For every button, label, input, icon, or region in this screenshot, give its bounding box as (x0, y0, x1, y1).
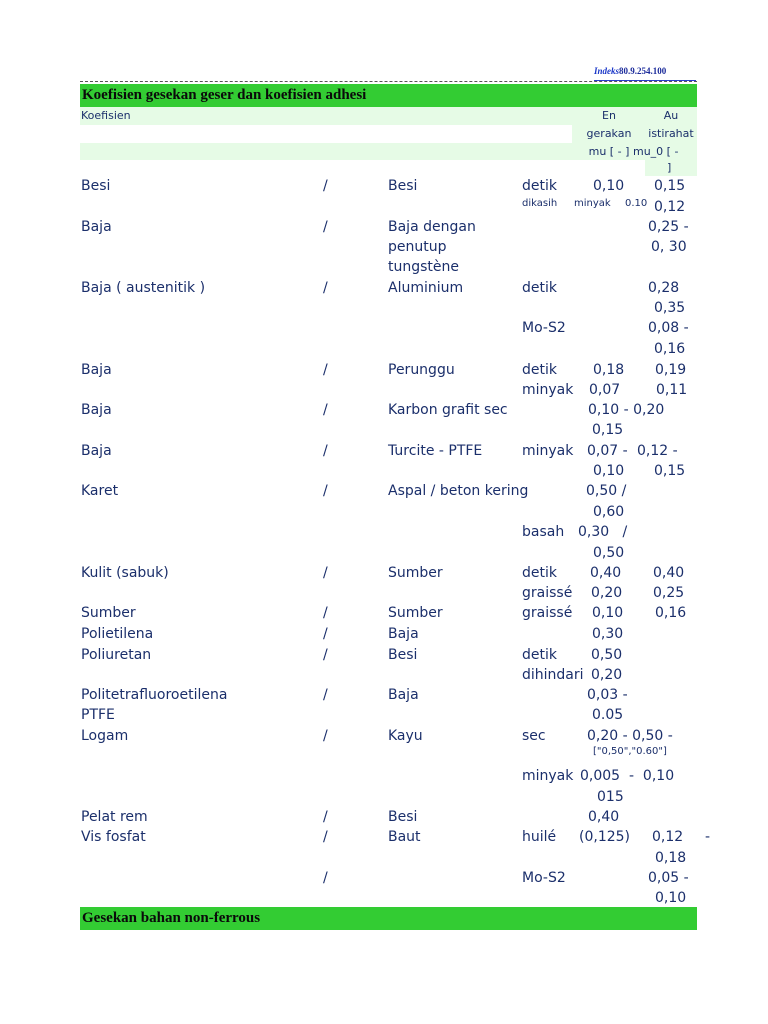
row-2-slash: / (323, 219, 328, 235)
row-20-mu: 0,40 (588, 809, 620, 825)
row-7-slash: / (323, 402, 328, 418)
row-17-slash: / (323, 687, 328, 703)
row-21-material-1: Vis fosfat (81, 829, 146, 845)
row-13-mu: 0,10 (592, 605, 624, 621)
row-22-mu0-b: 0,10 (655, 890, 687, 906)
section-title: Koefisien gesekan geser dan koefisien adhesi (80, 84, 697, 107)
row-5-slash: / (323, 362, 328, 378)
row-22-slash: / (323, 870, 328, 886)
row-3-material-2: Aluminium (388, 280, 464, 296)
row-14-material-2: Baja (388, 626, 419, 642)
index-prefix: Indeks (594, 66, 620, 76)
row-9-material-1: Karet (81, 483, 119, 499)
row-8-slash: / (323, 443, 328, 459)
row-15-mu: 0,50 (591, 647, 623, 663)
header-au-2: istirahat (648, 127, 694, 140)
row-13-material-1: Sumber (81, 605, 136, 621)
row-18-slash: / (323, 728, 328, 744)
header-en-3: mu [ - ] (588, 145, 630, 158)
header-en-1: En (602, 109, 616, 122)
row-15-material-1: Poliuretan (81, 647, 152, 663)
row-9-mu-a: 0,50 / (586, 483, 627, 499)
row-4-condition: Mo-S2 (522, 320, 566, 336)
row-8-material-2: Turcite - PTFE (388, 443, 483, 459)
row-3-material-1: Baja ( austenitik ) (81, 280, 206, 296)
row-12-condition: graissé (522, 585, 573, 601)
row-2-mu0-a: 0,25 - (648, 219, 689, 235)
row-1-condition: dikasih (522, 198, 558, 209)
row-9-slash: / (323, 483, 328, 499)
row-21-dash: - (705, 829, 711, 845)
row-6-mu0: 0,11 (656, 382, 688, 398)
row-11-slash: / (323, 565, 328, 581)
row-13-slash: / (323, 605, 328, 621)
row-9-mu-b: 0,60 (593, 504, 625, 520)
row-16-mu: 0,20 (591, 667, 623, 683)
index-value: 80.9.254.100 (619, 66, 667, 76)
header-label: Koefisien (81, 109, 131, 122)
row-10-condition: basah (522, 524, 565, 540)
row-17-mu-b: 0.05 (592, 707, 624, 723)
row-0-material-1: Besi (81, 178, 111, 194)
row-18-material-2: Kayu (388, 728, 423, 744)
row-5-material-2: Perunggu (388, 362, 455, 378)
row-12-mu: 0,20 (591, 585, 623, 601)
row-21-slash: / (323, 829, 328, 845)
row-22-condition: Mo-S2 (522, 870, 566, 886)
row-7-material-1: Baja (81, 402, 112, 418)
row-21-mu0-a: 0,12 (652, 829, 684, 845)
row-7-mu-a: 0,10 - 0,20 (588, 402, 665, 418)
row-20-material-1: Pelat rem (81, 809, 148, 825)
row-17-material-1b: PTFE (81, 707, 115, 723)
row-14-material-1: Polietilena (81, 626, 154, 642)
row-17-mu-a: 0,03 - (587, 687, 628, 703)
row-6-mu: 0,07 (589, 382, 621, 398)
row-13-material-2: Sumber (388, 605, 443, 621)
row-11-material-1: Kulit (sabuk) (81, 565, 169, 581)
row-22-mu0-a: 0,05 - (648, 870, 689, 886)
row-6-condition: minyak (522, 382, 574, 398)
row-2-material-2b: penutup (388, 239, 447, 255)
row-2-material-1: Baja (81, 219, 112, 235)
row-18-material-1: Logam (81, 728, 129, 744)
row-0-condition: detik (522, 178, 557, 194)
row-7-mu-b: 0,15 (592, 422, 624, 438)
row-10-mu-a: 0,30 / (578, 524, 628, 540)
row-0-mu: 0,10 (593, 178, 625, 194)
row-13-mu0: 0,16 (655, 605, 687, 621)
row-11-condition: detik (522, 565, 557, 581)
separator-line (80, 81, 697, 82)
row-5-mu: 0,18 (593, 362, 625, 378)
row-8-condition: minyak (522, 443, 574, 459)
row-3-slash: / (323, 280, 328, 296)
row-12-mu0: 0,25 (653, 585, 685, 601)
row-11-mu0: 0,40 (653, 565, 685, 581)
row-21-mu0-b: 0,18 (655, 850, 687, 866)
row-3-condition: detik (522, 280, 557, 296)
row-8-mu-a: 0,07 - (587, 443, 628, 459)
row-13-condition: graissé (522, 605, 573, 621)
row-18-condition: sec (522, 728, 546, 744)
row-4-mu0-a: 0,08 - (648, 320, 689, 336)
row-11-mu: 0,40 (590, 565, 622, 581)
row-21-condition: huilé (522, 829, 557, 845)
row-8-material-1: Baja (81, 443, 112, 459)
row-14-mu: 0,30 (592, 626, 624, 642)
section-title-non-ferrous: Gesekan bahan non-ferrous (80, 907, 697, 930)
row-8-mu0-b: 0,15 (654, 463, 686, 479)
row-14-slash: / (323, 626, 328, 642)
row-11-material-2: Sumber (388, 565, 443, 581)
row-21-mu: (0,125) (579, 829, 631, 845)
row-1-mu0: 0,12 (654, 199, 686, 215)
header-au-4: ] (667, 161, 672, 174)
row-8-mu-b: 0,10 (593, 463, 625, 479)
row-8-mu0-a: 0,12 - (637, 443, 678, 459)
row-2-material-2a: Baja dengan (388, 219, 476, 235)
row-16-condition: dihindari (522, 667, 584, 683)
row-0-slash: / (323, 178, 328, 194)
row-0-material-2: Besi (388, 178, 418, 194)
header-en-2: gerakan (586, 127, 632, 140)
row-10-mu-b: 0,50 (593, 545, 625, 561)
row-3-mu0-b: 0,35 (654, 300, 686, 316)
row-4-mu0-b: 0,16 (654, 341, 686, 357)
row-5-mu0: 0,19 (655, 362, 687, 378)
row-0-mu0: 0,15 (654, 178, 686, 194)
row-15-material-2: Besi (388, 647, 418, 663)
row-19-mu-b: 015 (597, 789, 624, 805)
row-20-material-2: Besi (388, 809, 418, 825)
header-au-3: mu_0 [ - (633, 145, 679, 158)
row-2-material-2c: tungstène (388, 259, 460, 275)
row-5-material-1: Baja (81, 362, 112, 378)
row-7-material-2: Karbon grafit sec (388, 402, 508, 418)
row-2-mu0-b: 0, 30 (651, 239, 687, 255)
header-au-1: Au (663, 109, 679, 122)
row-17-material-1a: Politetrafluoroetilena (81, 687, 228, 703)
row-18-mu: 0,20 - 0,50 - (587, 728, 673, 744)
row-15-condition: detik (522, 647, 557, 663)
row-1-mu: 0.10 (625, 198, 648, 209)
row-9-material-2: Aspal / beton kering (388, 483, 529, 499)
row-5-condition: detik (522, 362, 557, 378)
row-1-condition-2: minyak (574, 198, 611, 209)
row-15-slash: / (323, 647, 328, 663)
row-20-slash: / (323, 809, 328, 825)
index-reference (594, 66, 696, 81)
row-18-mu-range: ["0,50","0.60"] (593, 746, 667, 757)
row-3-mu0-a: 0,28 (648, 280, 680, 296)
row-21-material-2: Baut (388, 829, 421, 845)
row-19-condition: minyak (522, 768, 574, 784)
row-17-material-2: Baja (388, 687, 419, 703)
row-19-mu-a: 0,005 - 0,10 (580, 768, 675, 784)
